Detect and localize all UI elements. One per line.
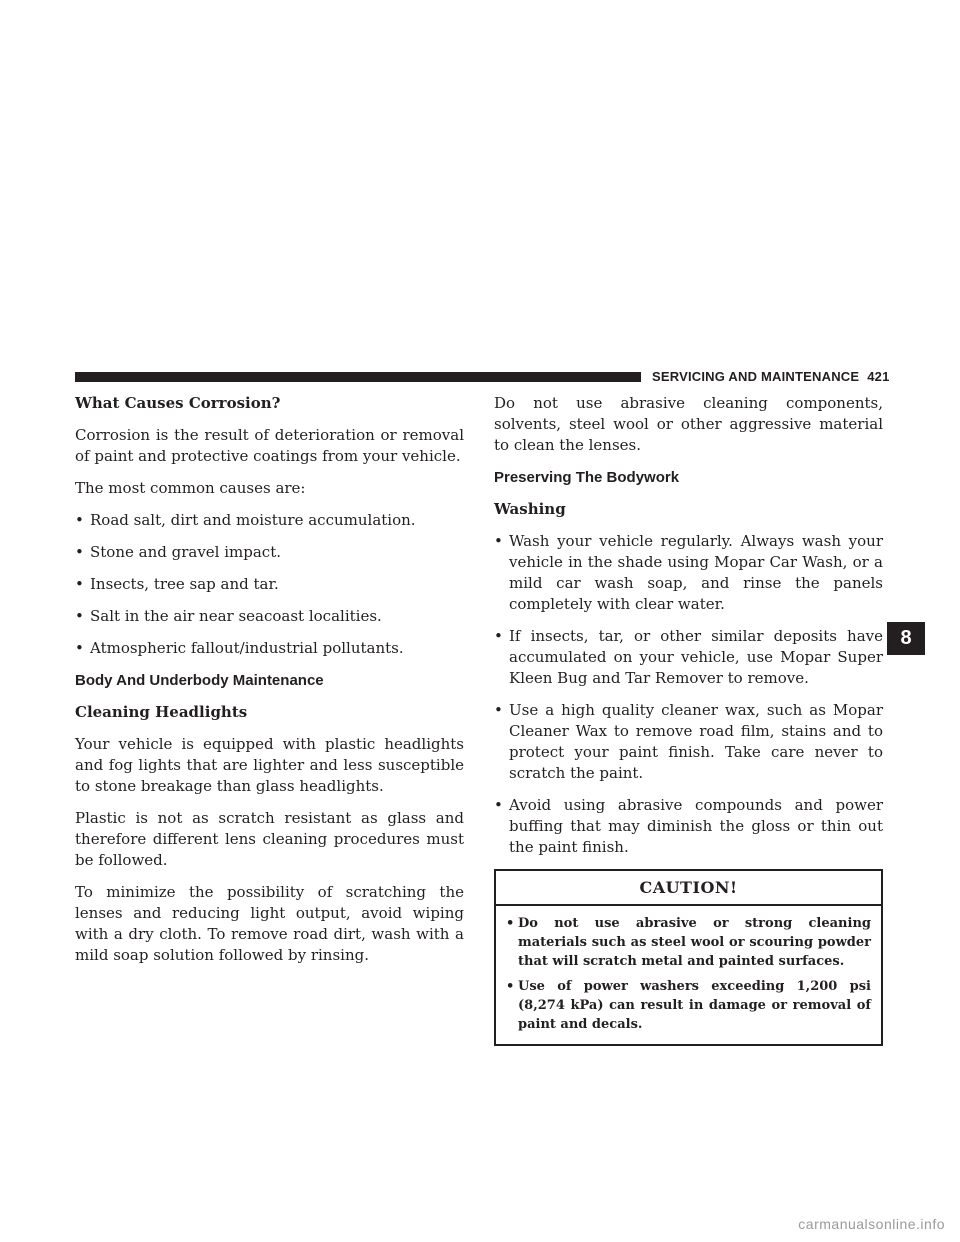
lens-paragraph: Do not use abrasive cleaning components, solvents, steel wool or other aggressive material to clean the lenses. (494, 394, 883, 454)
bullet-icon: • (506, 979, 515, 994)
corrosion-heading: What Causes Corrosion? (75, 394, 281, 412)
headlights-heading: Cleaning Headlights (75, 703, 248, 721)
watermark: carmanualsonline.info (798, 1216, 945, 1232)
list-item: • Salt in the air near seacoast localities. (75, 607, 382, 625)
list-item: • Avoid using abrasive compounds and power buffing that may diminish the gloss or thin out the paint finish. (494, 796, 883, 856)
running-header (652, 369, 890, 384)
causes-list (75, 510, 464, 659)
caution-title: CAUTION! (496, 871, 881, 906)
headlights-paragraph-3: To minimize the possibility of scratching the lenses and reducing light output, avoid wiping with a dry cloth. To remove road dirt, wash with a mild soap solution followed by rinsing. (75, 883, 464, 964)
section-title: SERVICING AND MAINTENANCE (652, 369, 860, 384)
bullet-icon: • (506, 916, 515, 931)
list-item: • Do not use abrasive or strong cleaning materials such as steel wool or scouring powder that will scratch metal and painted surfaces. (506, 916, 871, 969)
page-number: 421 (867, 369, 890, 384)
washing-list (494, 531, 883, 858)
list-item: • Use a high quality cleaner wax, such as Mopar Cleaner Wax to remove road film, stains and to protect your paint finish. Take care never to scratch the paint. (494, 701, 883, 782)
headlights-paragraph-1: Your vehicle is equipped with plastic headlights and fog lights that are lighter and less susceptible to stone breakage than glass headlights. (75, 735, 464, 795)
list-item: • Road salt, dirt and moisture accumulation. (75, 511, 416, 529)
list-item: • Atmospheric fallout/industrial pollutants. (75, 639, 404, 657)
causes-intro: The most common causes are: (75, 479, 306, 497)
bullet-icon: • (75, 607, 84, 625)
washing-heading: Washing (494, 500, 566, 518)
list-item: • Stone and gravel impact. (75, 543, 282, 561)
list-item: • If insects, tar, or other similar deposits have accumulated on your vehicle, use Mopar Super Kleen Bug and Tar Remover to remove. (494, 627, 883, 687)
list-item: • Use of power washers exceeding 1,200 psi (8,274 kPa) can result in damage or removal of paint and decals. (506, 979, 871, 1032)
corrosion-intro: Corrosion is the result of deterioration or removal of paint and protective coatings from your vehicle. (75, 426, 464, 465)
bullet-icon: • (75, 511, 84, 529)
right-column (494, 393, 883, 1046)
bullet-icon: • (75, 639, 84, 657)
caution-list (496, 906, 881, 1044)
bullet-icon: • (75, 575, 84, 593)
bodywork-heading: Preserving The Bodywork (494, 469, 680, 486)
headlights-paragraph-2: Plastic is not as scratch resistant as glass and therefore different lens cleaning procedures must be followed. (75, 809, 464, 869)
body-maintenance-heading: Body And Underbody Maintenance (75, 672, 324, 689)
bullet-icon: • (494, 532, 503, 550)
header-rule (75, 372, 641, 382)
list-item: • Wash your vehicle regularly. Always wash your vehicle in the shade using Mopar Car Wash, or a mild car wash soap, and rinse the panels completely with clear water. (494, 532, 883, 613)
bullet-icon: • (75, 543, 84, 561)
chapter-tab: 8 (887, 622, 925, 655)
caution-box (494, 869, 883, 1046)
bullet-icon: • (494, 796, 503, 814)
bullet-icon: • (494, 627, 503, 645)
left-column (75, 393, 464, 977)
list-item: • Insects, tree sap and tar. (75, 575, 279, 593)
bullet-icon: • (494, 701, 503, 719)
